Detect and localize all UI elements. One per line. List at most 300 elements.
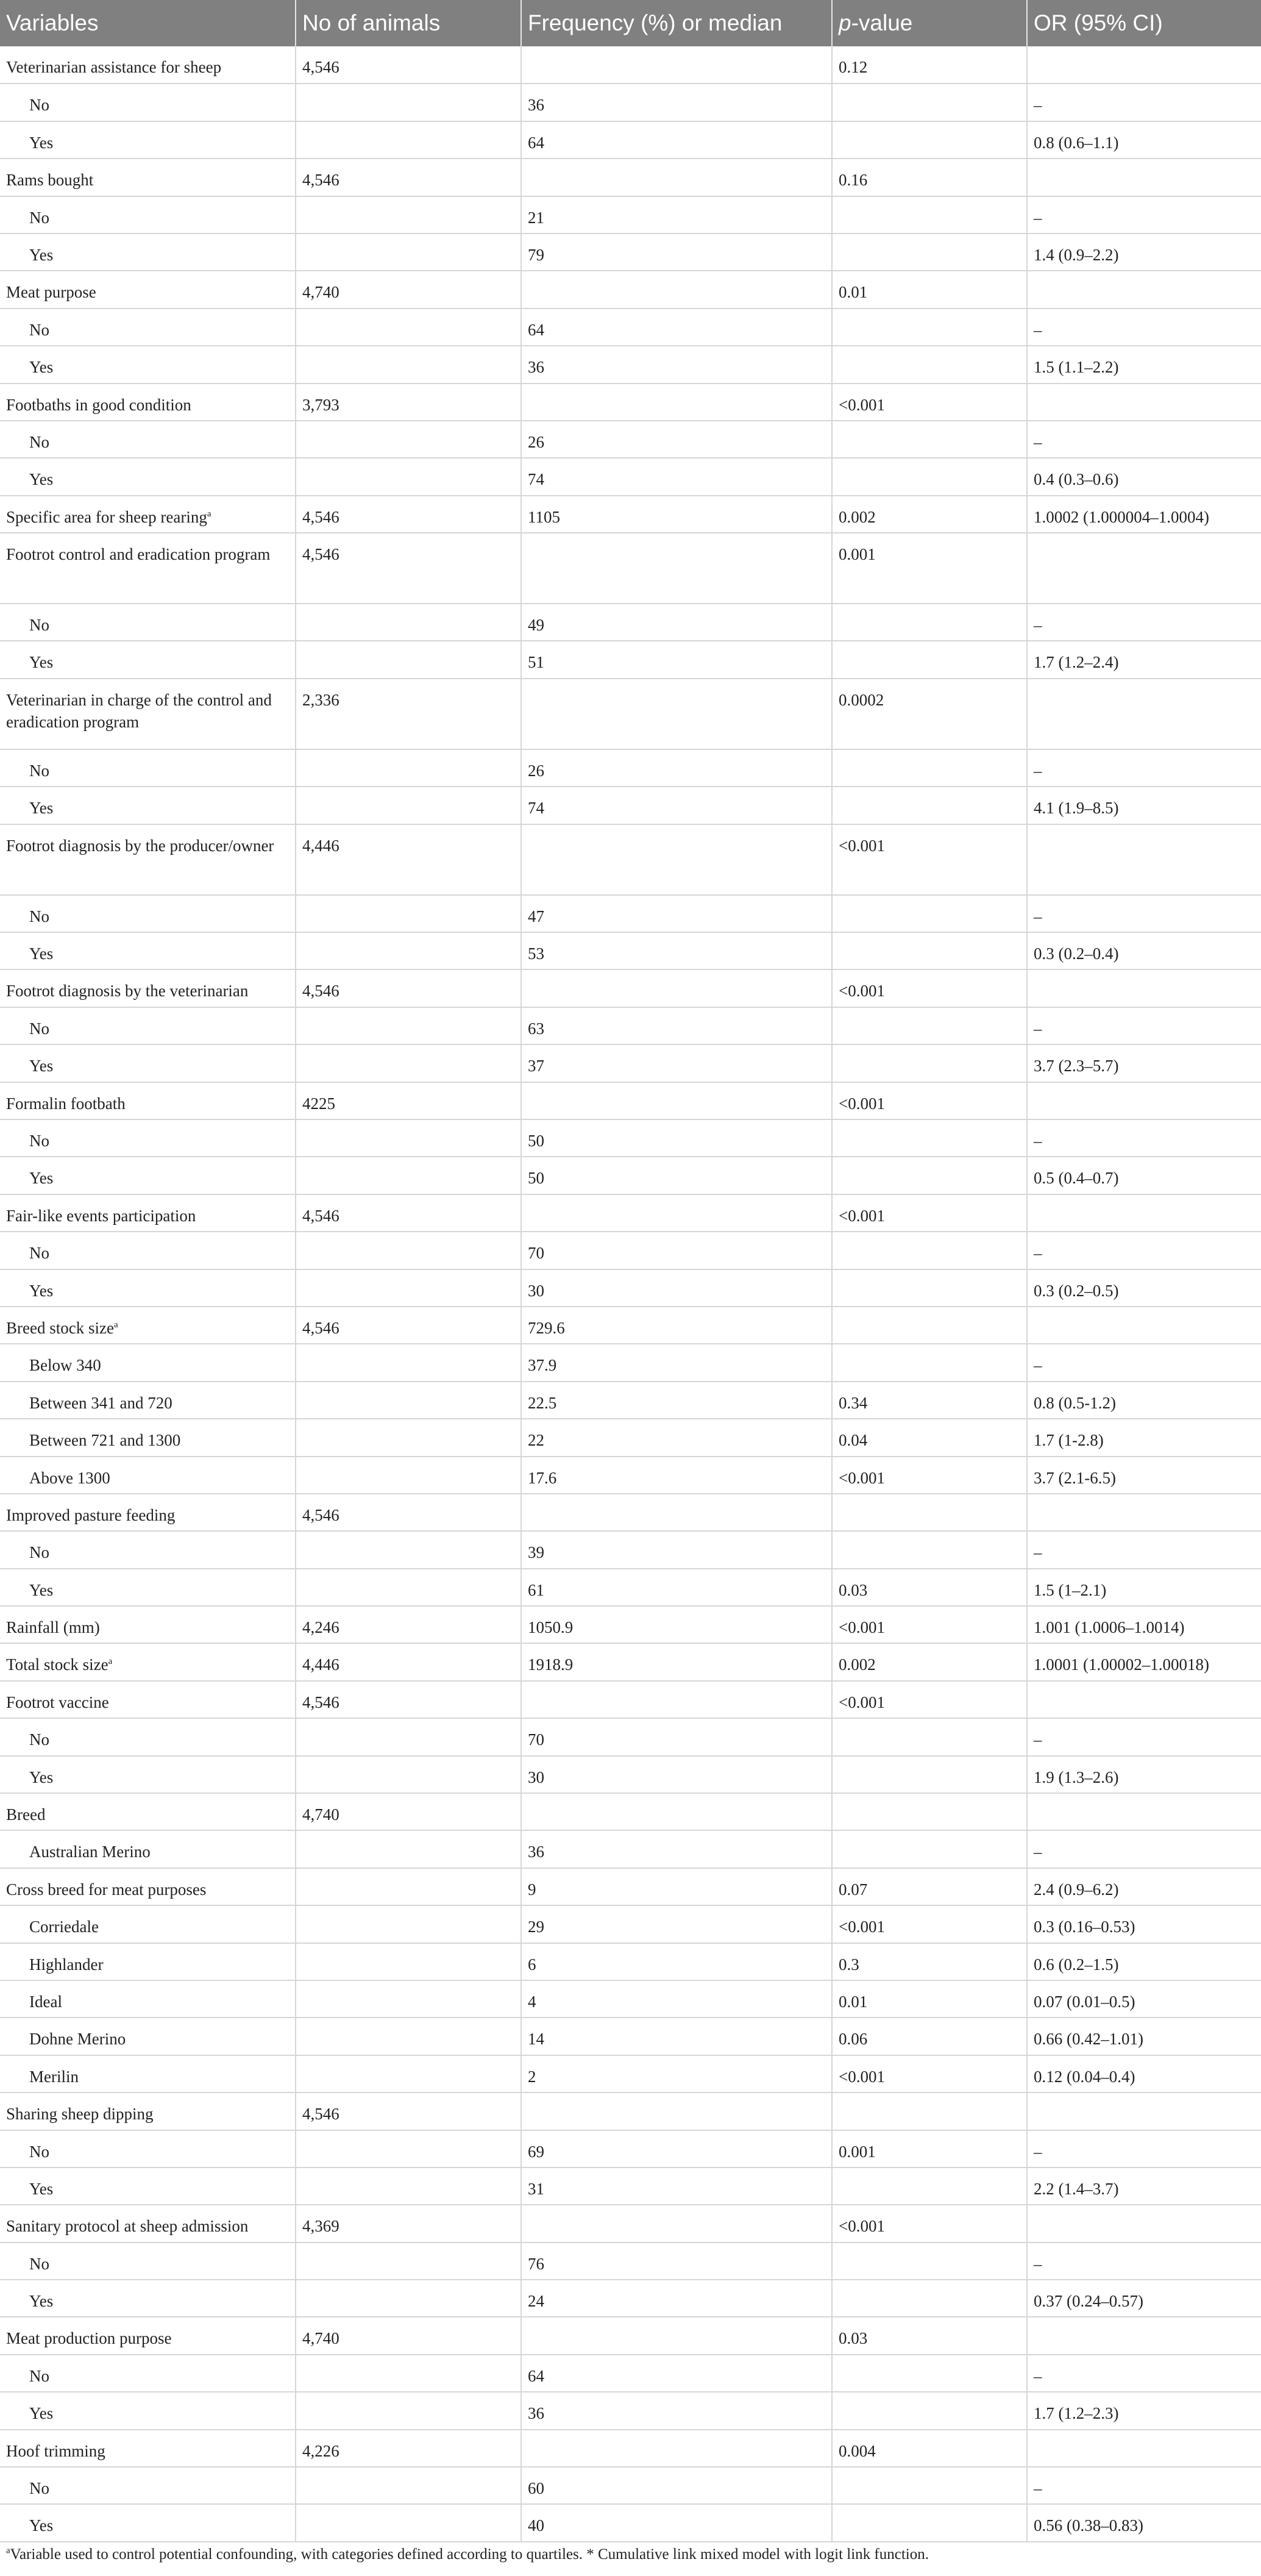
variable-label: Rainfall (mm) <box>6 1618 100 1637</box>
cell-or-ci: – <box>1027 2355 1261 2392</box>
cell-p-value: <0.001 <box>832 1905 1027 1943</box>
cell-or-ci: – <box>1027 421 1261 458</box>
cell-no-of-animals <box>296 2167 521 2205</box>
cell-p-value <box>832 2242 1027 2280</box>
variable-label: Highlander <box>29 1955 104 1974</box>
cell-frequency <box>521 533 832 604</box>
cell-or-ci <box>1027 1307 1261 1344</box>
cell-no-of-animals <box>296 2467 521 2504</box>
cell-frequency <box>521 824 832 895</box>
table-row <box>0 1643 1261 1680</box>
variable-label: Total stock size <box>6 1655 108 1674</box>
variable-label: No <box>29 907 49 926</box>
cell-frequency: 1050.9 <box>521 1606 832 1643</box>
cell-variable <box>0 1157 296 1194</box>
cell-variable <box>0 2018 296 2055</box>
variable-label: Footrot diagnosis by the producer/owner <box>6 836 274 855</box>
table-row <box>0 384 1261 421</box>
cell-frequency: 37.9 <box>521 1344 832 1381</box>
variable-label: Yes <box>29 245 54 264</box>
table-row <box>0 46 1261 84</box>
cell-no-of-animals <box>296 1980 521 2018</box>
cell-variable <box>0 1419 296 1456</box>
cell-p-value: <0.001 <box>832 969 1027 1007</box>
variable-label: Below 340 <box>29 1356 101 1375</box>
cell-or-ci: 2.2 (1.4–3.7) <box>1027 2167 1261 2205</box>
cell-p-value <box>832 2355 1027 2392</box>
cell-or-ci: – <box>1027 196 1261 234</box>
cell-p-value <box>832 1793 1027 1830</box>
cell-or-ci: 1.7 (1.2–2.3) <box>1027 2392 1261 2429</box>
table-row <box>0 679 1261 749</box>
cell-no-of-animals <box>296 1830 521 1868</box>
header-p-value <box>832 0 1027 46</box>
variable-label: Cross breed for meat purposes <box>6 1880 207 1899</box>
table-row <box>0 1569 1261 1606</box>
variable-label: Yes <box>29 1169 54 1188</box>
cell-or-ci <box>1027 533 1261 604</box>
cell-variable <box>0 234 296 271</box>
cell-or-ci <box>1027 1681 1261 1718</box>
variable-label: No <box>29 761 49 780</box>
cell-p-value <box>832 1494 1027 1531</box>
cell-p-value <box>832 1307 1027 1344</box>
header-p-suffix: -value <box>851 10 913 35</box>
cell-variable <box>0 1756 296 1793</box>
cell-or-ci <box>1027 824 1261 895</box>
cell-frequency <box>521 159 832 196</box>
table-row <box>0 2280 1261 2317</box>
variable-label: No <box>29 2254 49 2273</box>
cell-p-value: 0.001 <box>832 533 1027 604</box>
cell-frequency: 24 <box>521 2280 832 2317</box>
table-row <box>0 1157 1261 1194</box>
cell-or-ci: 1.7 (1-2.8) <box>1027 1419 1261 1456</box>
cell-p-value <box>832 2093 1027 2130</box>
cell-variable <box>0 1980 296 2018</box>
cell-variable <box>0 824 296 895</box>
cell-variable <box>0 1457 296 1494</box>
cell-variable <box>0 932 296 969</box>
variable-label: Improved pasture feeding <box>6 1505 176 1524</box>
cell-no-of-animals: 4,740 <box>296 1793 521 1830</box>
cell-no-of-animals: 4,546 <box>296 496 521 533</box>
cell-no-of-animals <box>296 1232 521 1269</box>
cell-frequency: 70 <box>521 1232 832 1269</box>
cell-or-ci: 0.12 (0.04–0.4) <box>1027 2055 1261 2093</box>
header-no-of-animals: No of animals <box>296 0 521 46</box>
table-row <box>0 1044 1261 1082</box>
cell-frequency: 26 <box>521 749 832 787</box>
cell-p-value: 0.01 <box>832 271 1027 308</box>
cell-frequency: 1105 <box>521 496 832 533</box>
cell-frequency <box>521 2205 832 2242</box>
cell-or-ci: – <box>1027 1344 1261 1381</box>
table-row <box>0 2130 1261 2167</box>
cell-or-ci: – <box>1027 1007 1261 1044</box>
cell-variable <box>0 1718 296 1755</box>
variable-label: Between 341 and 720 <box>29 1393 172 1412</box>
cell-or-ci <box>1027 2093 1261 2130</box>
cell-variable <box>0 1943 296 1980</box>
cell-frequency: 64 <box>521 309 832 346</box>
cell-no-of-animals: 4,546 <box>296 159 521 196</box>
cell-or-ci: – <box>1027 2467 1261 2504</box>
cell-p-value: 0.16 <box>832 159 1027 196</box>
cell-p-value <box>832 1269 1027 1307</box>
table-row <box>0 932 1261 969</box>
cell-p-value: <0.001 <box>832 2055 1027 2093</box>
cell-frequency: 36 <box>521 346 832 383</box>
table-row <box>0 121 1261 159</box>
cell-variable <box>0 384 296 421</box>
confounder-marker: a <box>108 1657 113 1667</box>
cell-frequency <box>521 1082 832 1119</box>
cell-p-value <box>832 234 1027 271</box>
cell-or-ci: – <box>1027 604 1261 641</box>
cell-frequency: 36 <box>521 1830 832 1868</box>
cell-no-of-animals <box>296 234 521 271</box>
cell-variable <box>0 641 296 678</box>
cell-frequency: 37 <box>521 1044 832 1082</box>
table-row <box>0 1119 1261 1157</box>
table-row <box>0 1344 1261 1381</box>
cell-no-of-animals <box>296 1269 521 1307</box>
cell-variable <box>0 46 296 84</box>
variable-label: Footrot vaccine <box>6 1693 109 1711</box>
variable-label: Yes <box>29 1281 54 1300</box>
cell-no-of-animals <box>296 2355 521 2392</box>
cell-no-of-animals <box>296 196 521 234</box>
cell-or-ci: – <box>1027 1232 1261 1269</box>
table-row <box>0 533 1261 604</box>
cell-frequency <box>521 2430 832 2467</box>
cell-or-ci: – <box>1027 1119 1261 1157</box>
cell-or-ci: 1.0002 (1.000004–1.0004) <box>1027 496 1261 533</box>
table-row <box>0 749 1261 787</box>
cell-p-value: 0.34 <box>832 1382 1027 1419</box>
cell-frequency: 29 <box>521 1905 832 1943</box>
cell-no-of-animals <box>296 895 521 932</box>
cell-frequency: 50 <box>521 1157 832 1194</box>
cell-frequency: 50 <box>521 1119 832 1157</box>
cell-variable <box>0 969 296 1007</box>
cell-no-of-animals: 4,446 <box>296 824 521 895</box>
cell-no-of-animals <box>296 2055 521 2093</box>
variable-label: Australian Merino <box>29 1843 151 1861</box>
cell-variable <box>0 1681 296 1718</box>
cell-variable <box>0 749 296 787</box>
confounder-marker: a <box>207 508 211 519</box>
cell-p-value: 0.01 <box>832 1980 1027 2018</box>
variable-label: Yes <box>29 1057 54 1076</box>
cell-or-ci <box>1027 2317 1261 2354</box>
variable-label: Sharing sheep dipping <box>6 2105 154 2124</box>
cell-frequency: 36 <box>521 84 832 121</box>
cell-p-value: 0.004 <box>832 2430 1027 2467</box>
cell-frequency: 79 <box>521 234 832 271</box>
table-row <box>0 234 1261 271</box>
cell-variable <box>0 1830 296 1868</box>
variable-label: Ideal <box>29 1992 62 2011</box>
cell-or-ci <box>1027 969 1261 1007</box>
cell-p-value: 0.03 <box>832 2317 1027 2354</box>
cell-no-of-animals <box>296 458 521 495</box>
header-frequency: Frequency (%) or median <box>521 0 832 46</box>
variable-label: Hoof trimming <box>6 2441 105 2460</box>
cell-frequency: 63 <box>521 1007 832 1044</box>
cell-p-value <box>832 1044 1027 1082</box>
cell-or-ci: 0.6 (0.2–1.5) <box>1027 1943 1261 1980</box>
variable-label: Yes <box>29 470 54 489</box>
cell-p-value: 0.03 <box>832 1569 1027 1606</box>
cell-or-ci: 1.9 (1.3–2.6) <box>1027 1756 1261 1793</box>
cell-no-of-animals <box>296 2280 521 2317</box>
cell-or-ci: 2.4 (0.9–6.2) <box>1027 1868 1261 1905</box>
cell-no-of-animals <box>296 604 521 641</box>
cell-p-value <box>832 1830 1027 1868</box>
cell-variable <box>0 1569 296 1606</box>
variable-label: Yes <box>29 2179 54 2198</box>
variable-label: No <box>29 2366 49 2385</box>
cell-no-of-animals <box>296 1382 521 1419</box>
cell-frequency: 17.6 <box>521 1457 832 1494</box>
cell-or-ci: 0.3 (0.2–0.4) <box>1027 932 1261 969</box>
cell-variable <box>0 1606 296 1643</box>
table-row <box>0 1980 1261 2018</box>
cell-frequency: 22.5 <box>521 1382 832 1419</box>
variable-label: Footrot control and eradication program <box>6 545 271 564</box>
cell-no-of-animals <box>296 641 521 678</box>
cell-no-of-animals <box>296 1419 521 1456</box>
table-row <box>0 458 1261 495</box>
cell-variable <box>0 2355 296 2392</box>
table-row <box>0 1419 1261 1456</box>
table-row <box>0 346 1261 383</box>
cell-variable <box>0 2317 296 2354</box>
cell-or-ci <box>1027 2205 1261 2242</box>
variable-label: No <box>29 432 49 451</box>
cell-variable <box>0 84 296 121</box>
table-row <box>0 1830 1261 1868</box>
cell-or-ci: 4.1 (1.9–8.5) <box>1027 787 1261 824</box>
cell-variable <box>0 1793 296 1830</box>
cell-variable <box>0 1344 296 1381</box>
cell-no-of-animals <box>296 1531 521 1568</box>
cell-no-of-animals <box>296 421 521 458</box>
cell-no-of-animals <box>296 1718 521 1755</box>
cell-no-of-animals <box>296 309 521 346</box>
cell-no-of-animals <box>296 1344 521 1381</box>
table-row <box>0 1457 1261 1494</box>
variable-label: Yes <box>29 2404 54 2423</box>
variable-label: Footrot diagnosis by the veterinarian <box>6 982 249 1001</box>
cell-no-of-animals <box>296 2392 521 2429</box>
cell-frequency: 22 <box>521 1419 832 1456</box>
cell-frequency <box>521 1194 832 1232</box>
cell-frequency: 6 <box>521 1943 832 1980</box>
table-header-row <box>0 0 1261 46</box>
table-row <box>0 1494 1261 1531</box>
table-row <box>0 895 1261 932</box>
cell-frequency: 51 <box>521 641 832 678</box>
variable-label: Yes <box>29 1768 54 1786</box>
cell-no-of-animals: 2,336 <box>296 679 521 749</box>
header-variables: Variables <box>0 0 296 46</box>
cell-p-value <box>832 2280 1027 2317</box>
cell-frequency: 30 <box>521 1269 832 1307</box>
cell-p-value <box>832 1232 1027 1269</box>
table-row <box>0 2504 1261 2541</box>
table-row <box>0 496 1261 533</box>
table-row <box>0 2392 1261 2429</box>
cell-no-of-animals <box>296 749 521 787</box>
cell-variable <box>0 2167 296 2205</box>
cell-no-of-animals <box>296 1157 521 1194</box>
cell-no-of-animals <box>296 787 521 824</box>
cell-variable <box>0 1044 296 1082</box>
cell-variable <box>0 2130 296 2167</box>
table-row <box>0 1307 1261 1344</box>
cell-frequency <box>521 1494 832 1531</box>
table-row <box>0 1943 1261 1980</box>
cell-frequency: 69 <box>521 2130 832 2167</box>
variable-label: Yes <box>29 944 54 963</box>
variable-label: Yes <box>29 799 54 818</box>
cell-or-ci: – <box>1027 84 1261 121</box>
cell-p-value <box>832 309 1027 346</box>
table-row <box>0 2167 1261 2205</box>
cell-or-ci: – <box>1027 309 1261 346</box>
cell-p-value <box>832 1344 1027 1381</box>
cell-p-value <box>832 84 1027 121</box>
cell-no-of-animals <box>296 2018 521 2055</box>
cell-frequency <box>521 2093 832 2130</box>
variable-label: Yes <box>29 2292 54 2311</box>
variable-label: Above 1300 <box>29 1468 110 1487</box>
table-row <box>0 2018 1261 2055</box>
cell-p-value <box>832 1007 1027 1044</box>
cell-or-ci <box>1027 1494 1261 1531</box>
cell-or-ci <box>1027 1194 1261 1232</box>
variable-label: Veterinarian assistance for sheep <box>6 58 222 76</box>
cell-or-ci: – <box>1027 895 1261 932</box>
cell-no-of-animals <box>296 346 521 383</box>
cell-frequency: 40 <box>521 2504 832 2541</box>
cell-or-ci <box>1027 679 1261 749</box>
header-p-italic: p <box>839 10 851 35</box>
cell-or-ci <box>1027 1793 1261 1830</box>
variable-label: Meat production purpose <box>6 2329 172 2348</box>
cell-frequency: 47 <box>521 895 832 932</box>
table-row <box>0 84 1261 121</box>
cell-or-ci: 1.0001 (1.00002–1.00018) <box>1027 1643 1261 1680</box>
cell-variable <box>0 2093 296 2130</box>
cell-no-of-animals <box>296 1868 521 1905</box>
cell-or-ci: – <box>1027 1718 1261 1755</box>
cell-frequency <box>521 46 832 84</box>
cell-p-value <box>832 787 1027 824</box>
cell-variable <box>0 1307 296 1344</box>
cell-variable <box>0 787 296 824</box>
table-row <box>0 1905 1261 1943</box>
cell-or-ci: – <box>1027 1531 1261 1568</box>
cell-p-value: <0.001 <box>832 1681 1027 1718</box>
cell-frequency: 2 <box>521 2055 832 2093</box>
cell-variable <box>0 1905 296 1943</box>
cell-p-value <box>832 895 1027 932</box>
variable-label: No <box>29 2142 49 2161</box>
table-row <box>0 271 1261 308</box>
cell-variable <box>0 1007 296 1044</box>
cell-or-ci: 1.5 (1–2.1) <box>1027 1569 1261 1606</box>
cell-or-ci: 1.001 (1.0006–1.0014) <box>1027 1606 1261 1643</box>
cell-frequency <box>521 679 832 749</box>
variable-label: Sanitary protocol at sheep admission <box>6 2217 249 2236</box>
table-row <box>0 969 1261 1007</box>
cell-variable <box>0 895 296 932</box>
variable-label: No <box>29 2479 49 2498</box>
cell-variable <box>0 2430 296 2467</box>
variable-label: Breed <box>6 1805 46 1824</box>
cell-p-value <box>832 2504 1027 2541</box>
cell-no-of-animals <box>296 1119 521 1157</box>
cell-frequency <box>521 969 832 1007</box>
cell-no-of-animals <box>296 1756 521 1793</box>
variable-label: Meat purpose <box>6 283 96 302</box>
cell-no-of-animals <box>296 121 521 159</box>
cell-frequency: 49 <box>521 604 832 641</box>
cell-variable <box>0 1119 296 1157</box>
cell-p-value <box>832 1718 1027 1755</box>
cell-variable <box>0 2055 296 2093</box>
cell-no-of-animals: 4,446 <box>296 1643 521 1680</box>
cell-frequency <box>521 1681 832 1718</box>
table-row <box>0 159 1261 196</box>
cell-p-value: 0.002 <box>832 1643 1027 1680</box>
variable-label: Formalin footbath <box>6 1094 126 1113</box>
cell-or-ci: 0.3 (0.2–0.5) <box>1027 1269 1261 1307</box>
cell-or-ci: 0.66 (0.42–1.01) <box>1027 2018 1261 2055</box>
cell-p-value <box>832 932 1027 969</box>
cell-frequency: 74 <box>521 787 832 824</box>
cell-variable <box>0 679 296 749</box>
cell-p-value <box>832 1157 1027 1194</box>
cell-variable <box>0 196 296 234</box>
cell-p-value <box>832 2392 1027 2429</box>
cell-frequency: 1918.9 <box>521 1643 832 1680</box>
footnote-text: Variable used to control potential confounding, with categories defined according to quartiles. * Cumulative link mixed model with logit link function. <box>10 2546 929 2563</box>
cell-no-of-animals: 4,546 <box>296 2093 521 2130</box>
cell-frequency: 74 <box>521 458 832 495</box>
cell-frequency: 70 <box>521 1718 832 1755</box>
cell-variable <box>0 271 296 308</box>
variable-label: No <box>29 1730 49 1749</box>
table-row <box>0 1606 1261 1643</box>
cell-or-ci: 3.7 (2.1-6.5) <box>1027 1457 1261 1494</box>
cell-p-value <box>832 1756 1027 1793</box>
cell-variable <box>0 1269 296 1307</box>
table-row <box>0 309 1261 346</box>
cell-no-of-animals <box>296 1569 521 1606</box>
cell-or-ci: 1.5 (1.1–2.2) <box>1027 346 1261 383</box>
variable-label: No <box>29 320 49 339</box>
cell-frequency: 14 <box>521 2018 832 2055</box>
variable-label: Merilin <box>29 2067 79 2086</box>
cell-variable <box>0 458 296 495</box>
cell-no-of-animals: 3,793 <box>296 384 521 421</box>
cell-p-value: 0.07 <box>832 1868 1027 1905</box>
